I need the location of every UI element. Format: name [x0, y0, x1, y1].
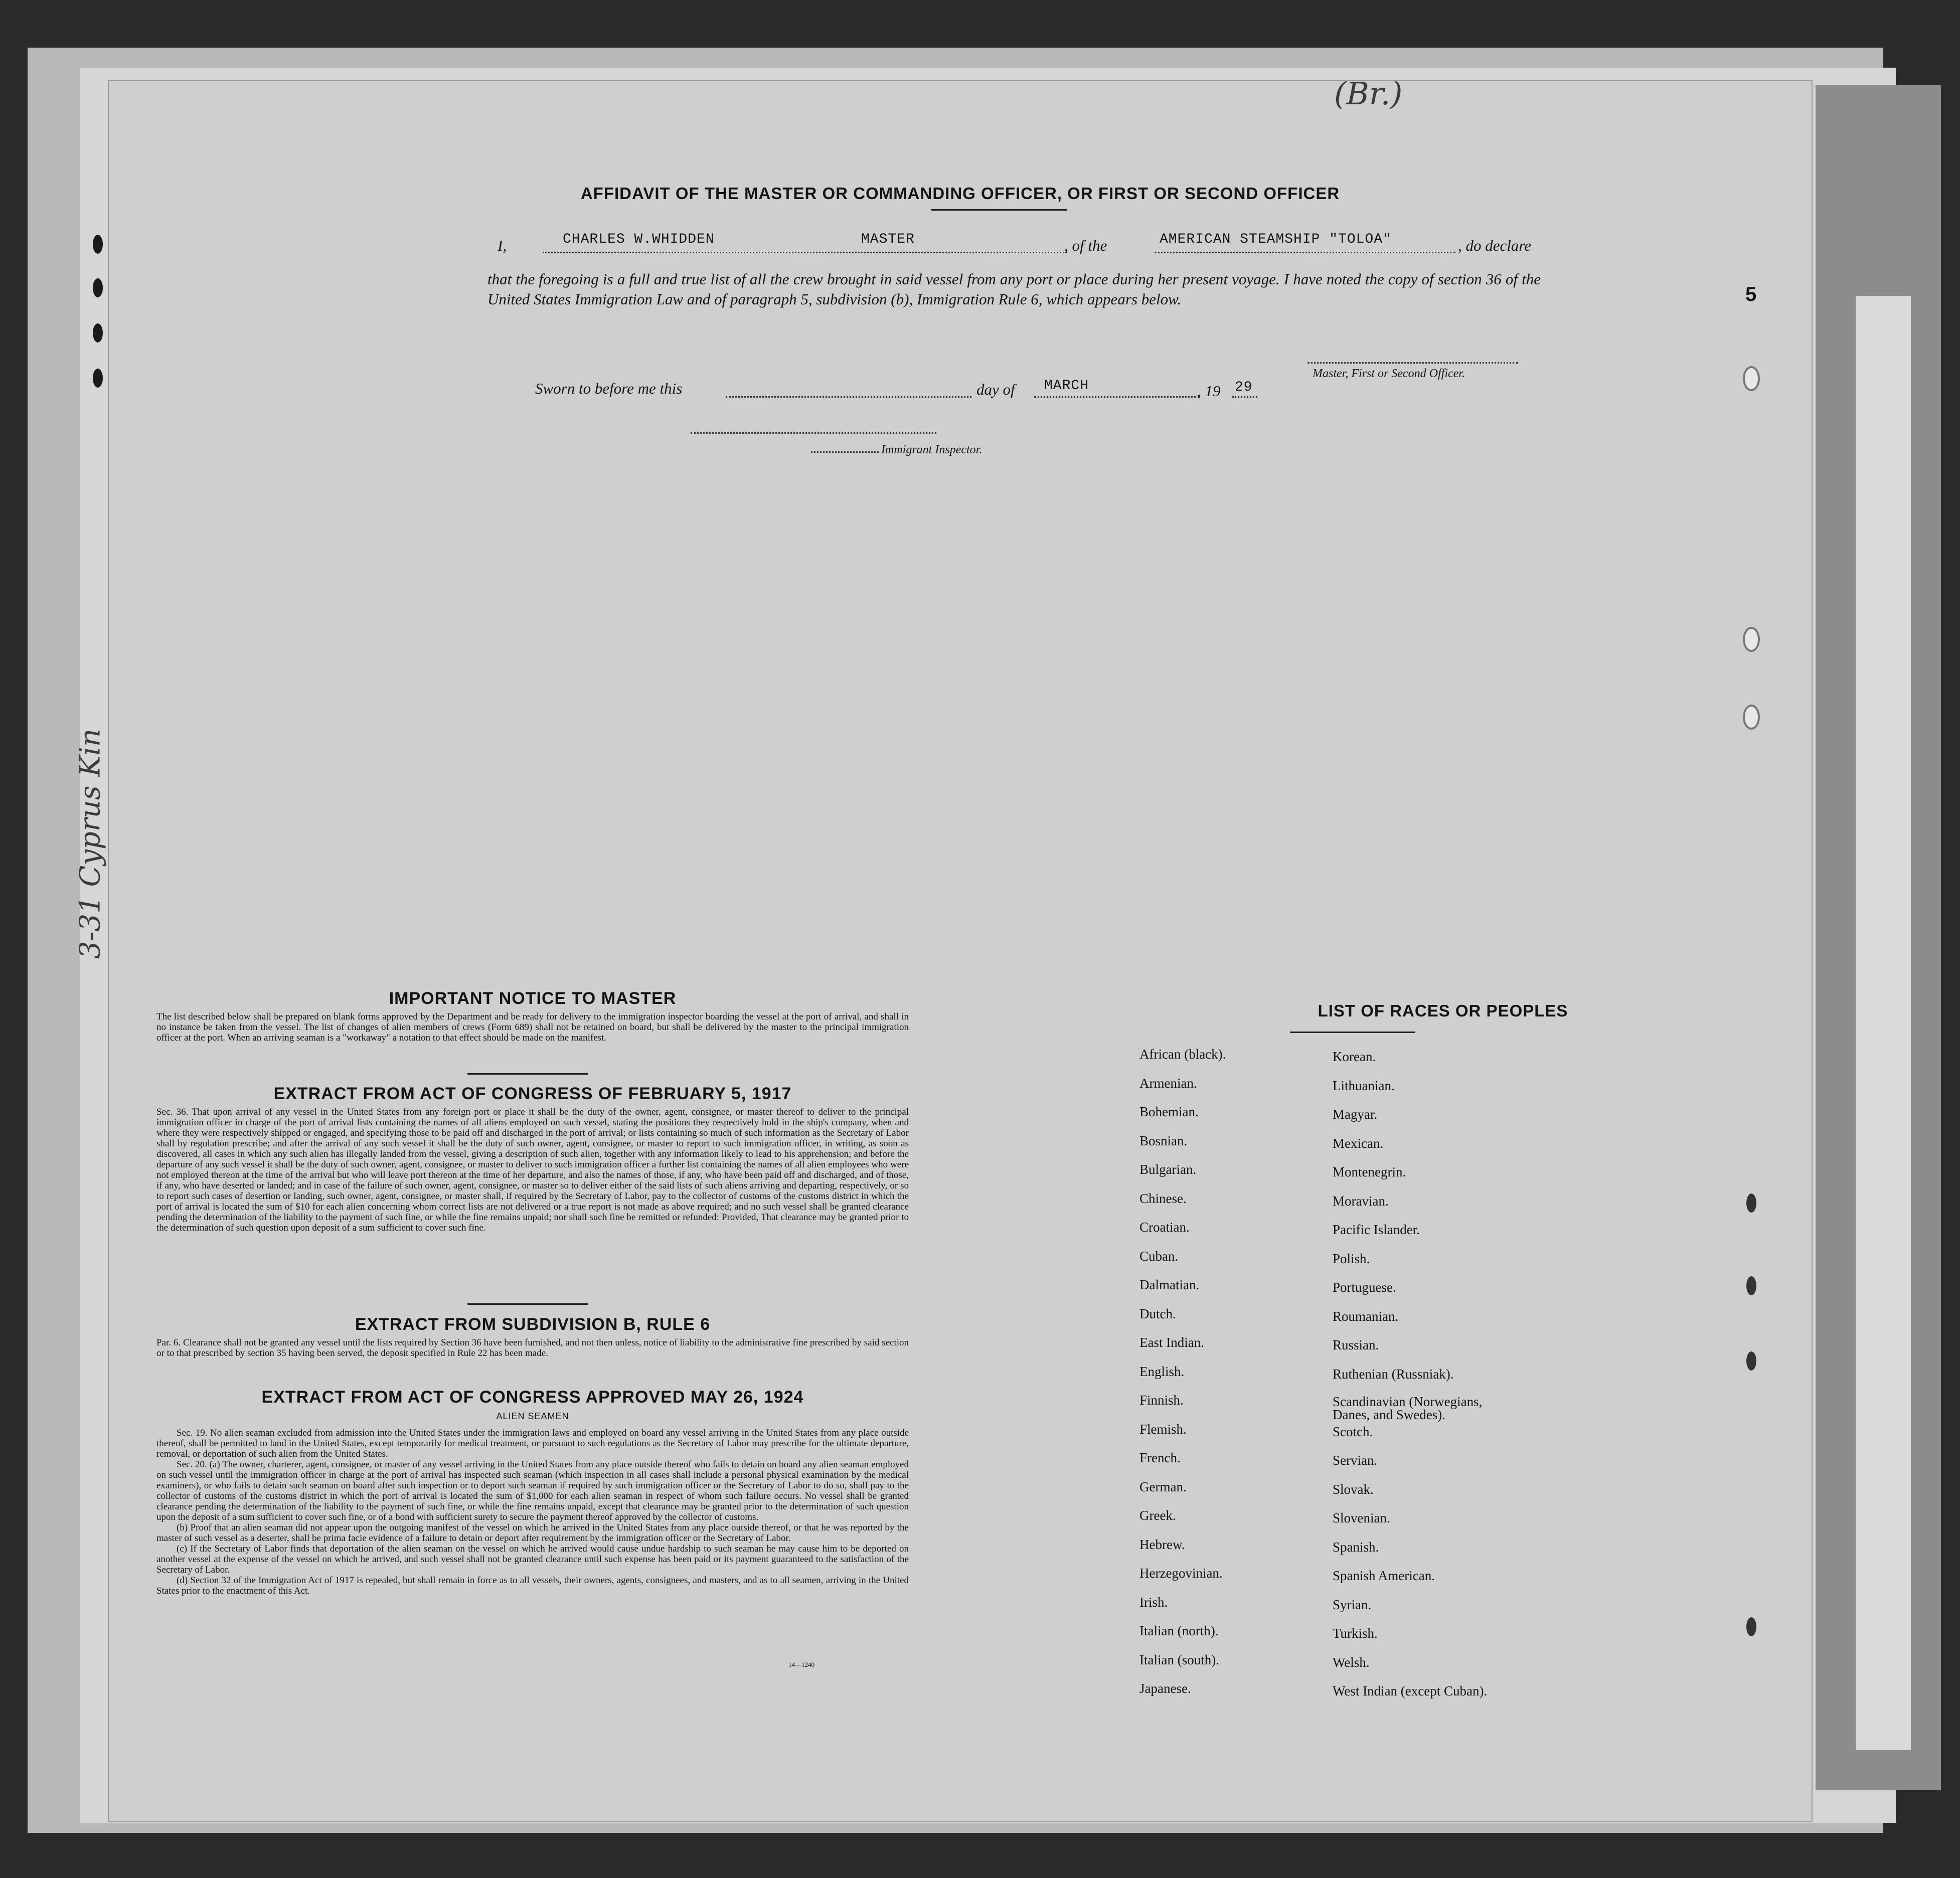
list-item: Portuguese.	[1333, 1280, 1396, 1295]
extract-1924-paragraph: Sec. 20. (a) The owner, charterer, agent, consignee, or master of any vessel arriving in the United States from any place outside thereof who fails to detain on board any alien seaman employed on such vessel until the immigration officer in charge at the port of arrival has inspected such seaman (which inspection in all cases shall include a personal physical examination by the medical examiners), or who fails to detain such seaman on board after such inspection or to deport such seaman if required by such immigration officer or the Secretary of Labor to do so, shall pay to the collector of customs of the customs district in which the port of arrival is located the sum of $1,000 for each alien seaman in respect of whom such failure occurs. No vessel shall be granted clearance pending the determination of the liability to the payment of such fine, or while the fine remains unpaid, except that clearance may be granted prior to the determination of such question upon the deposit of a sum sufficient to cover such fine, or of a bond with sufficient surety to secure the payment thereof approved by the collector of customs.	[156, 1459, 909, 1522]
list-item: Polish.	[1333, 1251, 1370, 1266]
extract-1917-title: EXTRACT FROM ACT OF CONGRESS OF FEBRUARY 5, 1917	[273, 1084, 792, 1103]
vessel-name: AMERICAN STEAMSHIP "TOLOA"	[1160, 232, 1392, 247]
form-code: 14—1240	[788, 1661, 814, 1668]
races-list-left	[1139, 1047, 1330, 1710]
list-item: Greek.	[1139, 1508, 1176, 1523]
inspector-label-leader	[811, 451, 879, 453]
list-item: German.	[1139, 1479, 1187, 1494]
list-item: Dutch.	[1139, 1306, 1176, 1321]
affidavit-title: AFFIDAVIT OF THE MASTER OR COMMANDING OFFICER, OR FIRST OR SECOND OFFICER	[580, 184, 1340, 203]
list-item: Syrian.	[1333, 1597, 1372, 1612]
list-item: Servian.	[1333, 1453, 1378, 1468]
notice-body: The list described below shall be prepared on blank forms approved by the Department and be ready for delivery to the immigration inspector boarding the vessel at the port of arrival, and shall in no instance be taken from the vessel. The list of changes of alien members of crews (Form 689) shall not be retained on board, but shall be delivered by the master to the principal immigration officer at the port. When an arriving seaman is a "workaway" a notation to that effect should be made on the manifest.	[156, 1011, 909, 1043]
punch-hole	[1746, 1193, 1756, 1213]
list-item: Italian (north).	[1139, 1623, 1219, 1638]
page-number: 5	[1745, 283, 1757, 305]
list-item: Armenian.	[1139, 1075, 1197, 1091]
section-divider	[467, 1073, 588, 1075]
list-item: Bulgarian.	[1139, 1162, 1197, 1177]
list-item: Roumanian.	[1333, 1308, 1399, 1324]
list-item: Italian (south).	[1139, 1652, 1219, 1667]
punch-hole	[93, 323, 103, 343]
extract-1924-paragraph: (c) If the Secretary of Labor finds that deportation of the alien seaman on the vessel on which he arrived would cause undue hardship to such seaman he may cause him to be deported on another vessel at the expense of the vessel on which he arrived, and such vessel shall not be granted clearance until such expense has been paid or its payment guaranteed to the satisfaction of the Secretary of Labor.	[156, 1544, 909, 1575]
list-item: Montenegrin.	[1333, 1164, 1406, 1179]
sworn-year: 29	[1235, 380, 1253, 395]
extract-rule6-body: Par. 6. Clearance shall not be granted any vessel until the lists required by Section 36 have been furnished, and not then unless, notice of liability to the administrative fine prescribed by said section or to that prescribed by section 35 having been served, the deposit specified in Rule 22 has been made.	[156, 1337, 909, 1358]
list-item: Herzegovinian.	[1139, 1566, 1223, 1581]
races-title: LIST OF RACES OR PEOPLES	[1318, 1001, 1568, 1020]
list-item: Turkish.	[1333, 1626, 1378, 1641]
list-item: Chinese.	[1139, 1190, 1187, 1206]
list-item: Ruthenian (Russniak).	[1333, 1366, 1454, 1382]
list-item: East Indian.	[1139, 1335, 1204, 1350]
binder-hole	[1743, 627, 1760, 652]
list-item: Irish.	[1139, 1594, 1168, 1610]
affidavit-prefix: I,	[498, 237, 507, 254]
extract-1924-paragraph: Sec. 19. No alien seaman excluded from admission into the United States under the immigration laws and employed on board any vessel arriving in the United States from any place outside thereof, shall be permitted to land in the United States, except temporarily for medical treatment, or pursuant to such regulations as the Secretary of Labor may prescribe for the ultimate departure, removal, or deportation of such alien from the United States.	[156, 1428, 909, 1459]
list-item: Moravian.	[1333, 1193, 1389, 1209]
extract-1924-body	[156, 1428, 909, 1596]
inspector-signature-line	[691, 432, 936, 434]
list-item: Bosnian.	[1139, 1133, 1188, 1148]
extract-1924-title: EXTRACT FROM ACT OF CONGRESS APPROVED MAY 26, 1924	[261, 1388, 804, 1407]
list-item: Hebrew.	[1139, 1536, 1185, 1552]
list-item: English.	[1139, 1363, 1185, 1379]
list-item: Dalmatian.	[1139, 1277, 1200, 1292]
title-divider	[931, 209, 1067, 211]
handwritten-note: (Br.)	[1334, 75, 1403, 112]
notice-title: IMPORTANT NOTICE TO MASTER	[389, 989, 677, 1008]
sworn-month: MARCH	[1044, 378, 1089, 394]
list-item: Russian.	[1333, 1337, 1379, 1352]
extract-1924-paragraph: (b) Proof that an alien seaman did not appear upon the outgoing manifest of the vessel on which he arrived in the United States from any place outside thereof, or that he was reported by the master of such vessel as a deserter, shall be prima facie evidence of a failure to detain or deport after requirement by the immigration officer or the Secretary of Labor.	[156, 1522, 909, 1544]
section-divider	[467, 1303, 588, 1305]
list-item: African (black).	[1139, 1047, 1226, 1062]
list-item: Scandinavian (Norwegians, Danes, and Swedes).	[1333, 1394, 1483, 1422]
extract-1924-subtitle: ALIEN SEAMEN	[496, 1411, 569, 1421]
list-item: Magyar.	[1333, 1107, 1378, 1122]
extract-1924-paragraph: (d) Section 32 of the Immigration Act of 1917 is repealed, but shall remain in force as to all vessels, their owners, agents, consignees, and masters, and as to all seamen, arriving in the United States prior to the enactment of this Act.	[156, 1575, 909, 1596]
list-item: Pacific Islander.	[1333, 1222, 1420, 1237]
extract-1917-body: Sec. 36. That upon arrival of any vessel in the United States from any foreign port or place it shall be the duty of the owner, agent, consignee, or master thereof to deliver to the principal immigration officer in charge of the port of arrival lists containing the names of all aliens employed on such vessel, stating the positions they respectively hold in the ship's company, when and where they were respectively shipped or engaged, and specifying those to be paid off and discharged in the port of arrival; or lists containing so much of such information as the Secretary of Labor shall by regulation prescribe; and after the arrival of any such vessel it shall be the duty of such owner, agent, consignee, or master to report to such immigration officer, in writing, as soon as discovered, all cases in which any such alien has illegally landed from the vessel, giving a description of such alien, together with any information likely to lead to his apprehension; and before the departure of any such vessel it shall be the duty of such owner, agent, consignee, or master to deliver to such immigration officer a further list containing the names of all alien employees who were not employed thereon at the time of the arrival but who will leave port thereon at the time of her departure, and also the names of those, if any, who have been paid off and discharged, and of those, if any, who have deserted or landed; and in case of the failure of such owner, agent, consignee, or master so to deliver either of the said lists of such aliens arriving and departing, respectively, or so to report such cases of desertion or landing, such owner, agent, consignee, or master shall, if required by the Secretary of Labor, pay to the collector of customs of the customs district in which the port of arrival is located the sum of $10 for each alien concerning whom correct lists are not delivered or a true report is not made as above required; and no such vessel shall be granted clearance pending the determination of the liability to the payment of such fine, or while the fine remains unpaid; nor shall such fine be remitted or refunded: Provided, That clearance may be granted prior to the determination of such question upon deposit of a sum sufficient to cover such fine.	[156, 1107, 909, 1233]
document-page	[108, 80, 1813, 1822]
extract-rule6-title: EXTRACT FROM SUBDIVISION B, RULE 6	[355, 1315, 711, 1334]
day-line	[726, 396, 971, 398]
do-declare-label: , do declare	[1458, 237, 1532, 254]
list-item: Mexican.	[1333, 1135, 1384, 1151]
list-item: Bohemian.	[1139, 1104, 1199, 1119]
master-rank: MASTER	[861, 232, 915, 247]
list-item: Spanish American.	[1333, 1568, 1435, 1583]
list-item: Cuban.	[1139, 1248, 1179, 1264]
punch-hole	[93, 278, 103, 297]
name-line	[543, 252, 1067, 253]
affidavit-statement: that the foregoing is a full and true list of all the crew brought in said vessel from any port or place during her present voyage. I have noted the copy of section 36 of the United States Immigration Law and of paragraph 5, subdivision (b), Immigration Rule 6, which appears below.	[487, 270, 1541, 308]
races-title-divider	[1290, 1032, 1415, 1033]
punch-hole	[1746, 1617, 1756, 1636]
month-line	[1034, 396, 1200, 398]
underlying-page-edge	[1856, 296, 1911, 1750]
of-the-label: , of the	[1064, 237, 1107, 254]
master-signature-label: Master, First or Second Officer.	[1313, 367, 1465, 380]
list-item: French.	[1139, 1450, 1181, 1465]
list-item: West Indian (except Cuban).	[1333, 1683, 1488, 1698]
punch-hole	[93, 235, 103, 254]
list-item: Lithuanian.	[1333, 1078, 1395, 1093]
master-name: CHARLES W.WHIDDEN	[563, 232, 715, 247]
inspector-label: Immigrant Inspector.	[881, 443, 983, 456]
day-of-label: day of	[976, 381, 1015, 398]
list-item: Japanese.	[1139, 1681, 1191, 1696]
list-item: Flemish.	[1139, 1421, 1187, 1437]
vessel-line	[1155, 252, 1455, 253]
year-prefix: , 19	[1197, 382, 1221, 400]
races-list-right	[1333, 1049, 1543, 1713]
list-item: Scotch.	[1333, 1424, 1373, 1439]
list-item: Slovenian.	[1333, 1510, 1390, 1525]
list-item: Welsh.	[1333, 1654, 1370, 1670]
list-item: Finnish.	[1139, 1393, 1184, 1408]
punch-hole	[1746, 1351, 1756, 1371]
sworn-label: Sworn to before me this	[535, 380, 683, 397]
punch-hole	[1746, 1276, 1756, 1295]
list-item: Slovak.	[1333, 1481, 1374, 1497]
binder-hole	[1743, 366, 1760, 391]
binder-hole	[1743, 705, 1760, 730]
master-signature-line	[1308, 362, 1518, 364]
list-item: Korean.	[1333, 1049, 1376, 1064]
year-line	[1232, 396, 1257, 398]
list-item: Croatian.	[1139, 1220, 1190, 1235]
handwritten-margin-note: 3-31 Cyprus Kin	[74, 728, 107, 959]
punch-hole	[93, 369, 103, 388]
list-item: Spanish.	[1333, 1539, 1379, 1555]
